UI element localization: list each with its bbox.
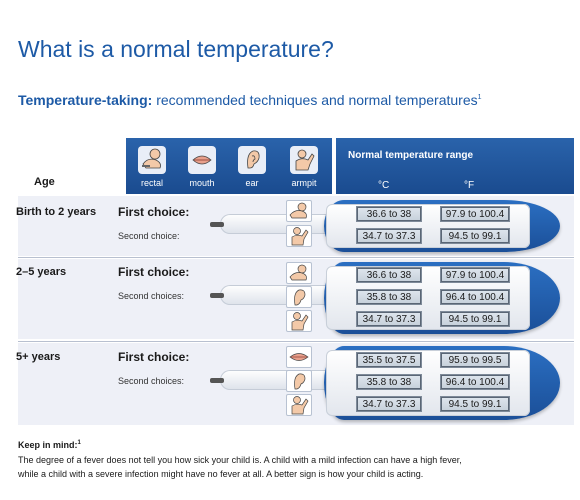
thermometer-tip — [210, 222, 224, 227]
celsius-range: 36.6 to 38 — [356, 267, 422, 283]
armpit-icon — [286, 394, 312, 416]
technique-label: ear — [245, 178, 259, 188]
fahrenheit-range: 94.5 to 99.1 — [440, 311, 510, 327]
range-header — [336, 138, 574, 194]
celsius-range: 35.8 to 38 — [356, 374, 422, 390]
fahrenheit-range: 97.9 to 100.4 — [440, 267, 510, 283]
technique-rectal — [130, 138, 174, 194]
first-choice-label: First choice: — [118, 205, 190, 219]
technique-label: rectal — [140, 178, 163, 188]
celsius-range: 34.7 to 37.3 — [356, 311, 422, 327]
subtitle-strong: Temperature-taking: — [18, 92, 153, 108]
celsius-range: 34.7 to 37.3 — [356, 396, 422, 412]
note-line: The degree of a fever does not tell you how sick your child is. A child with a mild infection can have a high fever, — [18, 455, 462, 465]
mouth-icon — [188, 146, 216, 174]
age-name: 2–5 years — [16, 266, 67, 278]
note-footnote: 1 — [77, 440, 81, 446]
table-header — [18, 138, 574, 194]
age-column-header: Age — [34, 176, 55, 188]
baby-rectal-icon — [286, 262, 312, 284]
fahrenheit-range: 97.9 to 100.4 — [440, 206, 510, 222]
thermometer-tip — [210, 293, 224, 298]
second-choice-label: Second choices: — [118, 376, 185, 386]
celsius-range: 36.6 to 38 — [356, 206, 422, 222]
mouth-icon — [286, 346, 312, 368]
note-title — [18, 440, 81, 450]
first-choice-label: First choice: — [118, 265, 190, 279]
section-divider — [18, 257, 574, 258]
armpit-icon — [286, 310, 312, 332]
note-title-text: Keep in mind: — [18, 440, 78, 450]
technique-label: mouth — [189, 178, 215, 188]
age-name: 5+ years — [16, 351, 61, 363]
technique-mouth — [180, 138, 224, 194]
subtitle-rest: recommended techniques and normal temperatures — [152, 92, 478, 108]
fahrenheit-range: 94.5 to 99.1 — [440, 396, 510, 412]
age-name: Birth to 2 years — [16, 206, 97, 218]
subtitle-footnote: 1 — [477, 94, 482, 101]
celsius-range: 35.5 to 37.5 — [356, 352, 422, 368]
armpit-icon — [290, 146, 318, 174]
ear-icon — [238, 146, 266, 174]
second-choice-label: Second choices: — [118, 291, 185, 301]
first-choice-label: First choice: — [118, 350, 190, 364]
technique-header — [126, 138, 332, 194]
fahrenheit-header: °F — [464, 180, 475, 191]
section-divider — [18, 341, 574, 342]
thermometer-stem — [220, 214, 330, 234]
armpit-icon — [286, 225, 312, 247]
fahrenheit-range: 94.5 to 99.1 — [440, 228, 510, 244]
ear-icon — [286, 286, 312, 308]
thermometer-stem — [220, 370, 330, 390]
celsius-range: 35.8 to 38 — [356, 289, 422, 305]
celsius-range: 34.7 to 37.3 — [356, 228, 422, 244]
second-choice-label: Second choice: — [118, 231, 180, 241]
celsius-header: °C — [378, 180, 390, 191]
baby-rectal-icon — [138, 146, 166, 174]
thermometer-tip — [210, 378, 224, 383]
baby-rectal-icon — [286, 200, 312, 222]
fahrenheit-range: 96.4 to 100.4 — [440, 289, 510, 305]
technique-label: armpit — [291, 178, 317, 188]
ear-icon — [286, 370, 312, 392]
thermometer-stem — [220, 285, 330, 305]
fahrenheit-range: 96.4 to 100.4 — [440, 374, 510, 390]
subtitle — [18, 92, 482, 108]
note-line: while a child with a severe infection might have no fever at all. A better sign is how your child is acting. — [18, 469, 424, 479]
fahrenheit-range: 95.9 to 99.5 — [440, 352, 510, 368]
range-title: Normal temperature range — [348, 150, 474, 161]
page-title: What is a normal temperature? — [18, 36, 334, 62]
technique-armpit — [282, 138, 326, 194]
technique-ear — [230, 138, 274, 194]
